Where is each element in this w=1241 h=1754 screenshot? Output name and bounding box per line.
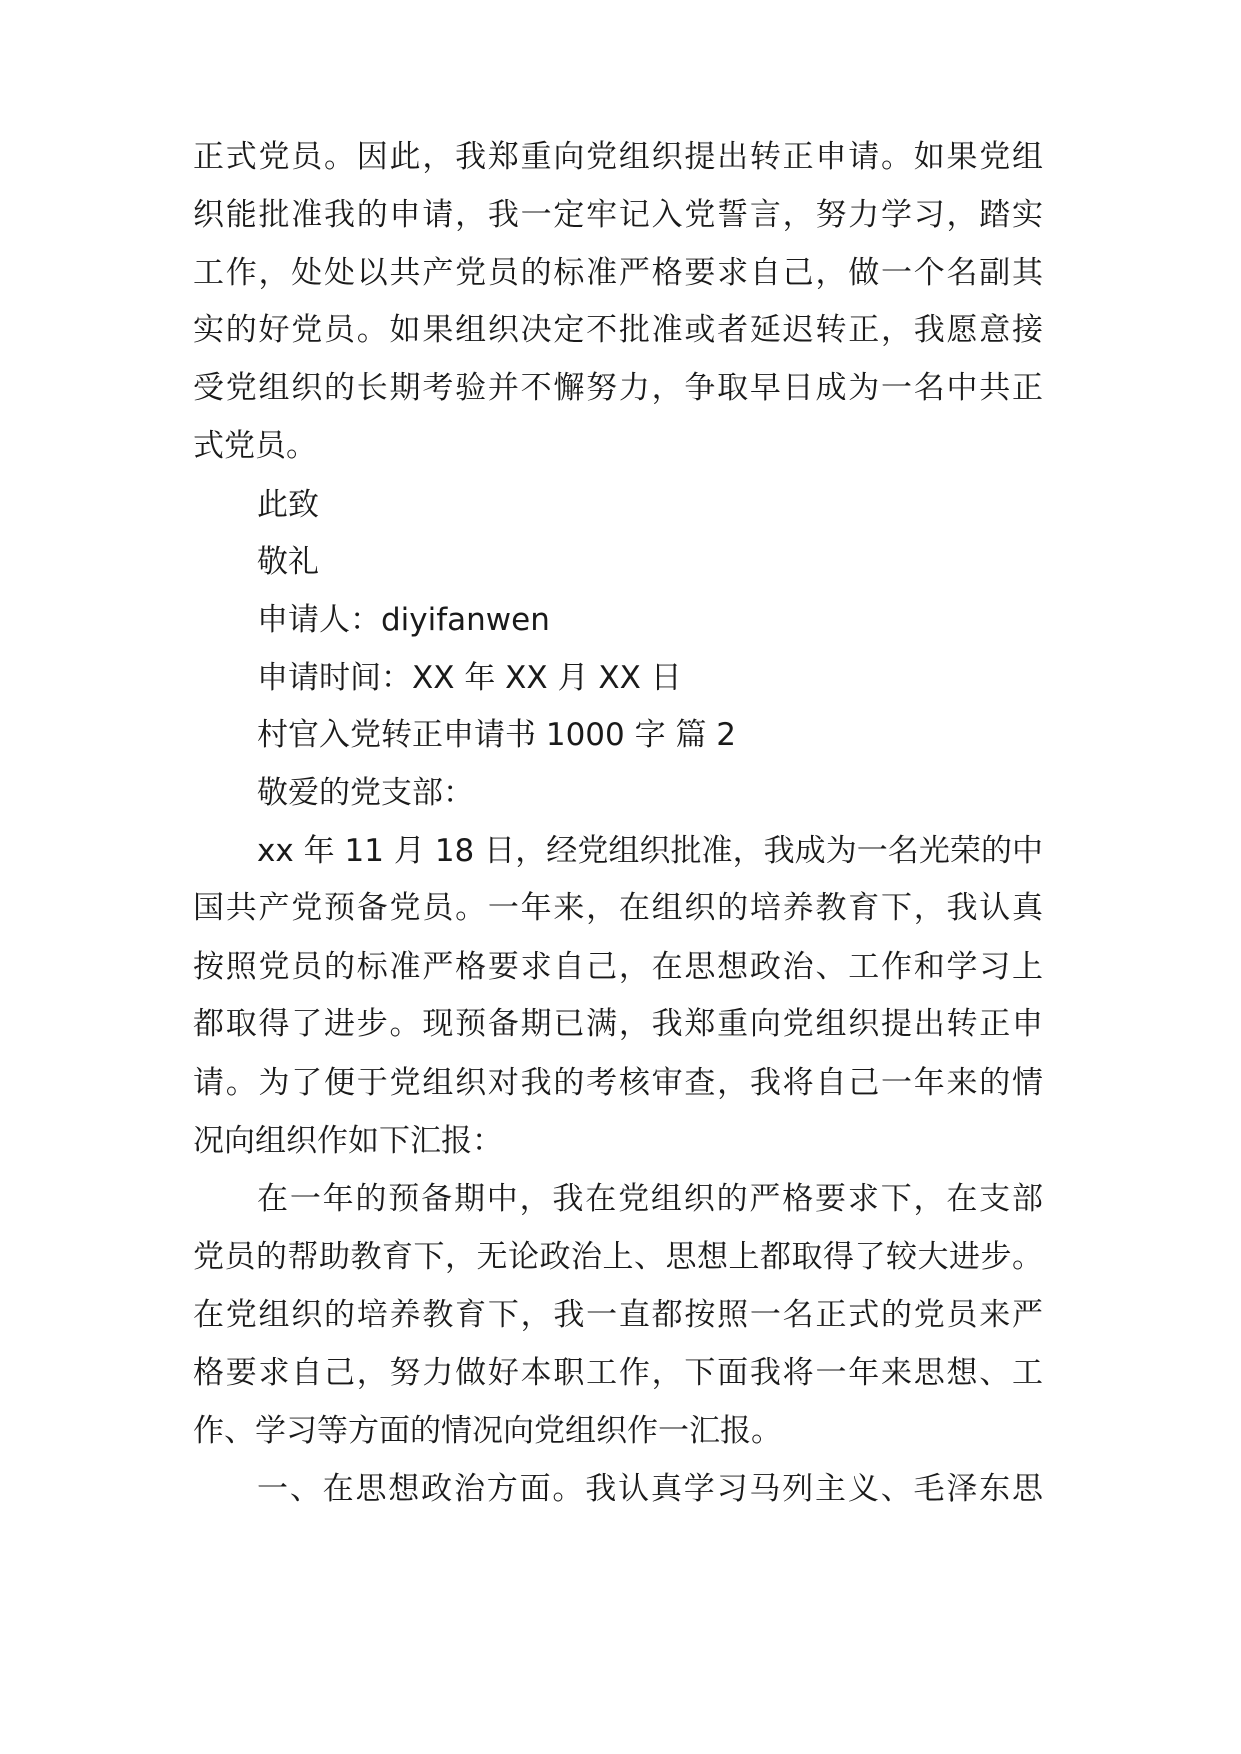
document-line: 织能批准我的申请，我一定牢记入党誓言，努力学习，踏实 xyxy=(193,197,1043,233)
document-line: 此致 xyxy=(257,487,319,523)
document-line: 请。为了便于党组织对我的考核审查，我将自己一年来的情 xyxy=(193,1065,1043,1101)
document-line: 一、在思想政治方面。我认真学习马列主义、毛泽东思 xyxy=(257,1471,1043,1507)
document-line: 况向组织作如下汇报： xyxy=(193,1123,503,1159)
document-line: 受党组织的长期考验并不懈努力，争取早日成为一名中共正 xyxy=(193,370,1043,406)
document-line: 按照党员的标准严格要求自己，在思想政治、工作和学习上 xyxy=(193,949,1043,985)
document-line: 敬礼 xyxy=(257,544,319,580)
document-line: 国共产党预备党员。一年来，在组织的培养教育下，我认真 xyxy=(193,890,1043,926)
document-line: 敬爱的党支部： xyxy=(257,775,474,811)
document-line: 式党员。 xyxy=(193,428,317,464)
document-line: 工作，处处以共产党员的标准严格要求自己，做一个名副其 xyxy=(193,255,1043,291)
document-line: xx 年 11 月 18 日，经党组织批准，我成为一名光荣的中 xyxy=(257,833,1043,869)
document-line: 在党组织的培养教育下，我一直都按照一名正式的党员来严 xyxy=(193,1297,1043,1333)
document-line: 实的好党员。如果组织决定不批准或者延迟转正，我愿意接 xyxy=(193,312,1043,348)
document-line: 在一年的预备期中，我在党组织的严格要求下，在支部 xyxy=(257,1181,1043,1217)
document-line: 正式党员。因此，我郑重向党组织提出转正申请。如果党组 xyxy=(193,139,1043,175)
document-line: 党员的帮助教育下，无论政治上、思想上都取得了较大进步。 xyxy=(193,1239,1043,1275)
document-line: 申请人：diyifanwen xyxy=(257,602,550,638)
document-line: 申请时间：XX 年 XX 月 XX 日 xyxy=(257,660,682,696)
document-line: 都取得了进步。现预备期已满，我郑重向党组织提出转正申 xyxy=(193,1006,1043,1042)
document-line: 格要求自己，努力做好本职工作，下面我将一年来思想、工 xyxy=(193,1355,1043,1391)
document-line: 作、学习等方面的情况向党组织作一汇报。 xyxy=(193,1413,782,1449)
document-line: 村官入党转正申请书 1000 字 篇 2 xyxy=(257,717,737,753)
